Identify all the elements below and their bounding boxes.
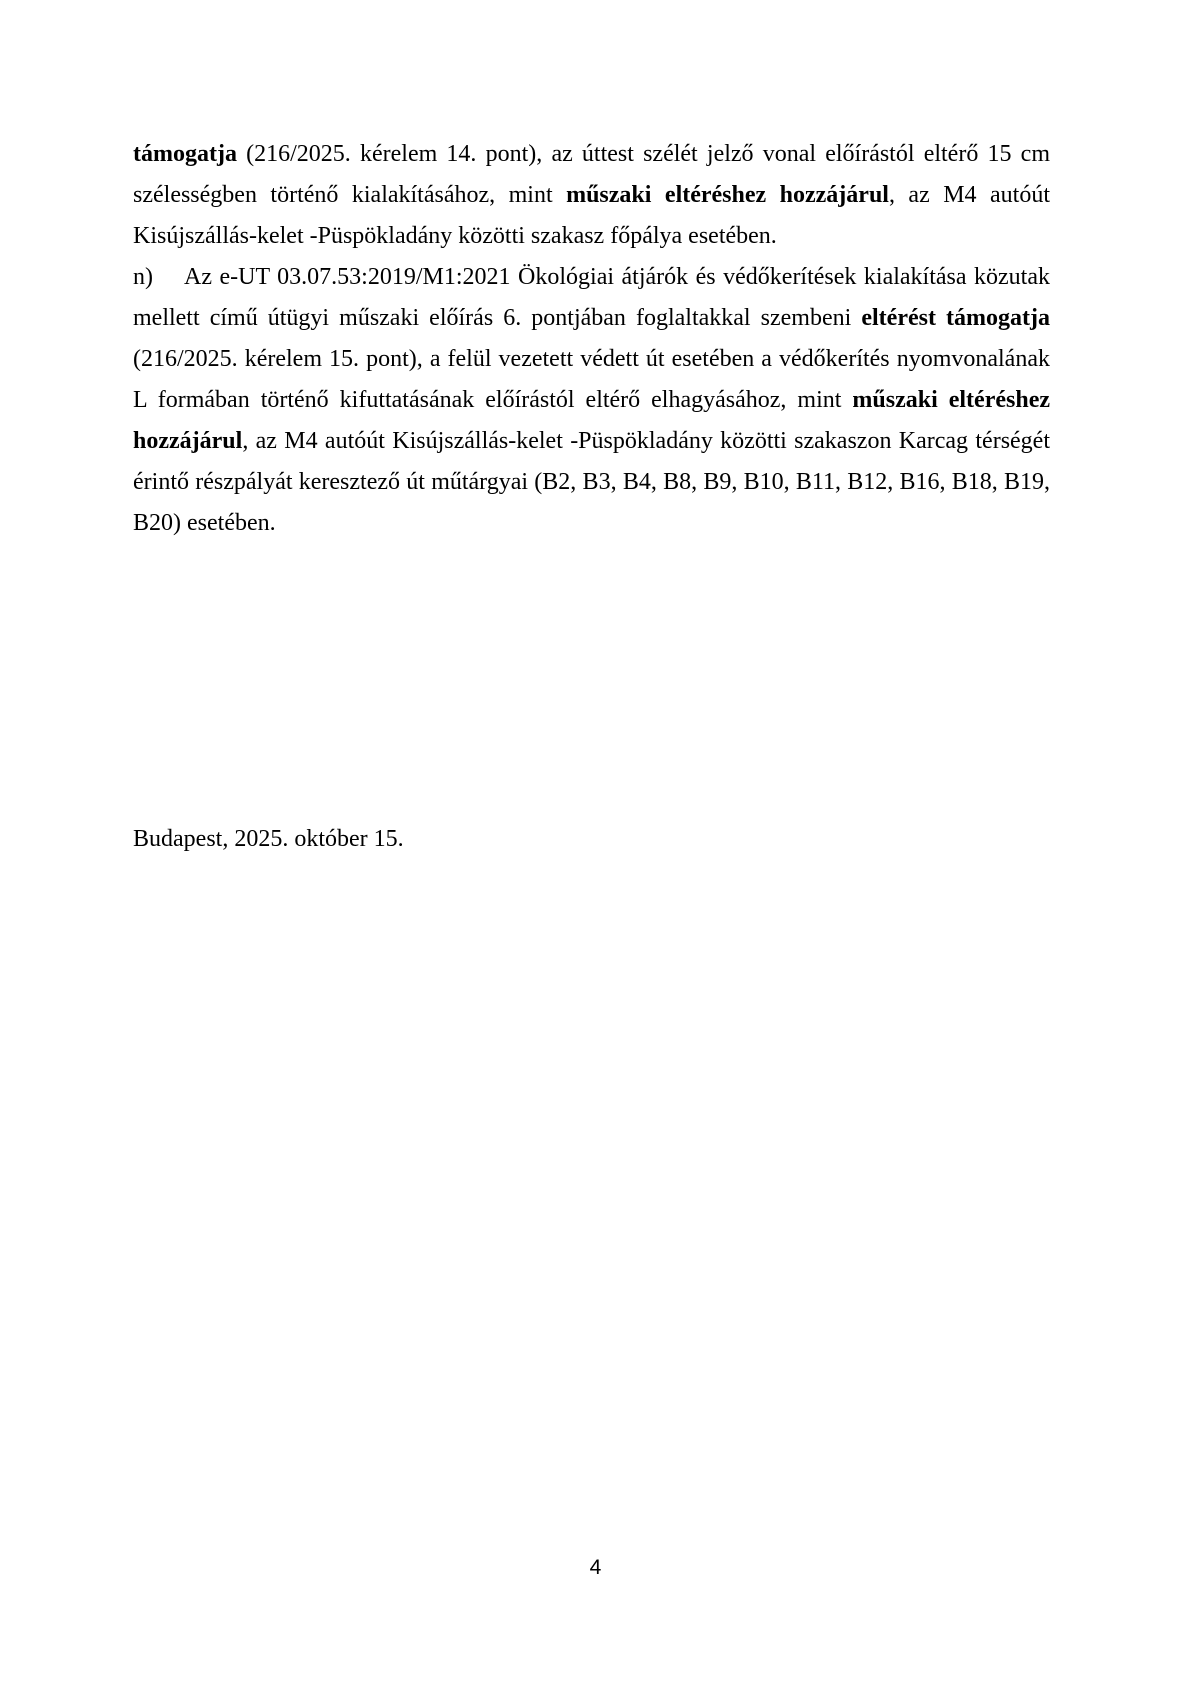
page-number: 4 <box>589 1556 602 1579</box>
text-run: , az M4 autóút Kisújszállás-kelet -Püspökladány közötti szakaszon Karcag térségét érintő részpályát keresztező út műtárgyai (B2, B3, B4, B8, B9, B10, B11, B12, B16, B18, B19, B20) esetében. <box>133 428 1050 536</box>
text-run: (216/2025. kérelem 14. pont), az úttest szélét jelző vonal előírástól eltérő 15 cm szélességben történő kialakításához, mint <box>133 141 1050 208</box>
text-run-bold: műszaki eltéréshez hozzájárul <box>133 387 1050 454</box>
document-body <box>133 134 1050 860</box>
text-run: (216/2025. kérelem 15. pont), a felül vezetett védett út esetében a védőkerítés nyomvonalának L formában történő kifuttatásának előírástól eltérő elhagyásához, mint <box>133 346 1050 413</box>
list-marker: n) <box>133 264 153 290</box>
text-run-bold: eltérést támogatja <box>861 305 1050 331</box>
text-run-bold: támogatja <box>133 141 237 167</box>
text-run: Az e-UT 03.07.53:2019/M1:2021 Ökológiai átjárók és védőkerítések kialakítása közutak mellett című útügyi műszaki előírás 6. pontjában foglaltakkal szembeni <box>133 264 1050 331</box>
date-line: Budapest, 2025. október 15. <box>133 826 404 852</box>
text-run: , az M4 autóút Kisújszállás-kelet -Püspökladány közötti szakasz főpálya esetében. <box>133 182 1050 249</box>
paragraph-m-continuation <box>133 134 1050 257</box>
paragraph-n <box>133 257 1050 544</box>
text-run-bold: műszaki eltéréshez hozzájárul <box>566 182 889 208</box>
